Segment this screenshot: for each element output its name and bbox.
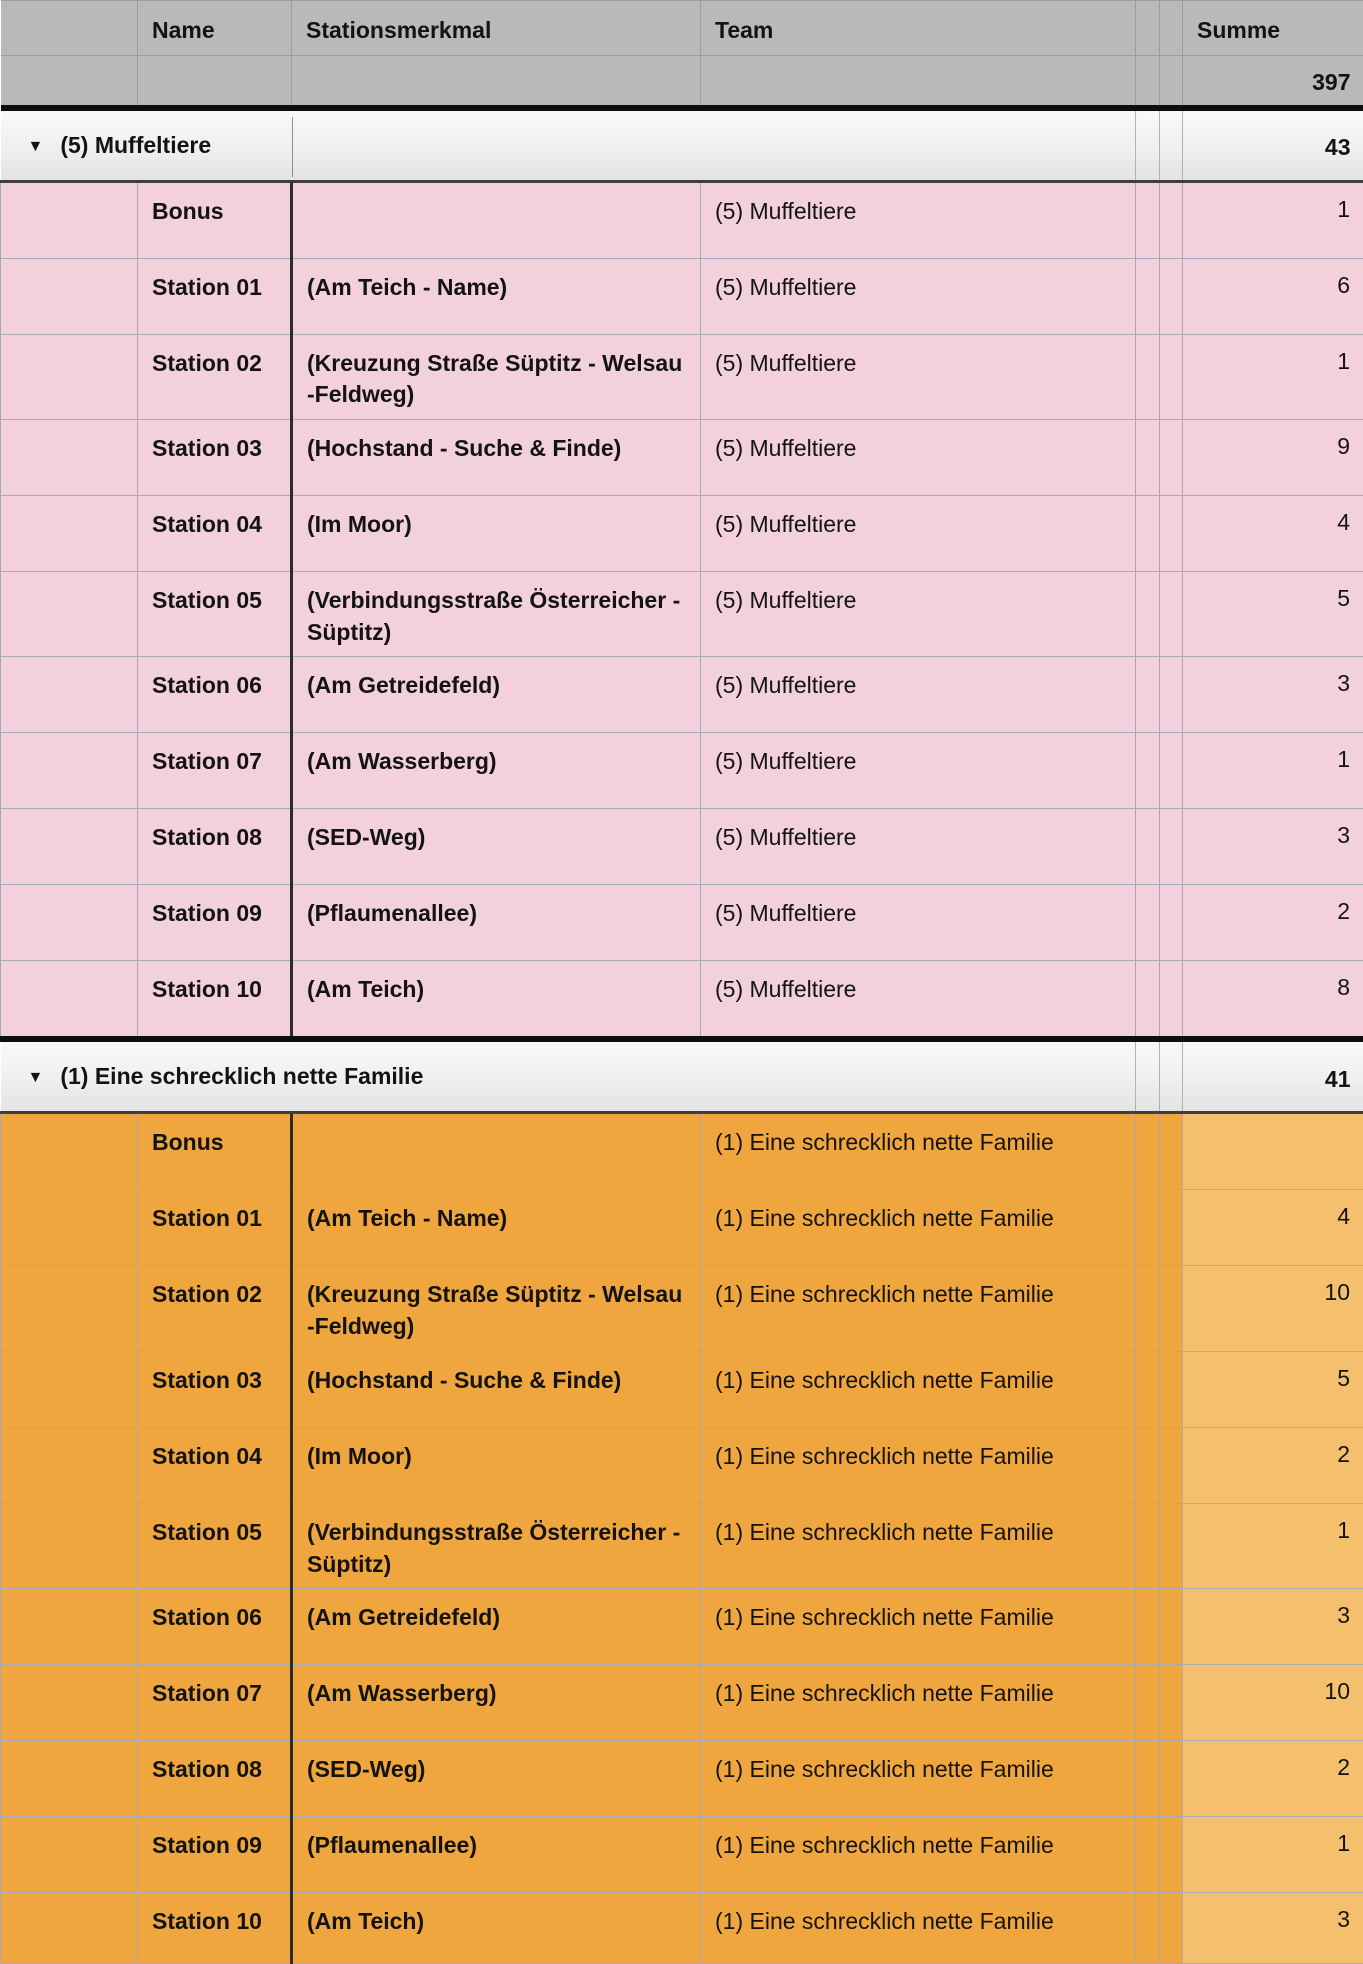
cell-team[interactable]: (5) Muffeltiere [701,733,1136,809]
cell-stationsmerkmal[interactable]: (Verbindungsstraße Österreicher - Süptitz) [292,1503,701,1588]
cell-stationsmerkmal[interactable]: (Kreuzung Straße Süptitz - Welsau -Feldweg) [292,334,701,419]
cell-stationsmerkmal[interactable]: (Am Getreidefeld) [292,1589,701,1665]
cell-station-name[interactable]: Station 08 [138,809,292,885]
cell-station-name[interactable]: Station 09 [138,1817,292,1893]
table-row [1,495,1363,571]
cell-summe[interactable]: 1 [1183,334,1363,419]
cell-row-header[interactable] [1,571,138,656]
cell-team[interactable]: (1) Eine schrecklich nette Familie [701,1190,1136,1266]
cell-stationsmerkmal[interactable]: (Pflaumenallee) [292,1817,701,1893]
grand-total-name-cell[interactable] [138,56,292,108]
cell-divider [292,117,293,177]
cell-spacer-2[interactable] [1160,1589,1183,1665]
cell-station-name[interactable]: Station 04 [138,495,292,571]
table-row [1,1039,1363,1113]
cell-team[interactable]: (1) Eine schrecklich nette Familie [701,1741,1136,1817]
cell-stationsmerkmal[interactable]: (Am Teich) [292,1893,701,1964]
table-row [1,1589,1363,1665]
cell-spacer-2[interactable] [1160,961,1183,1040]
group-title: (1) Eine schrecklich nette Familie [60,1063,423,1089]
cell-spacer-1[interactable] [1136,419,1160,495]
cell-team[interactable]: (1) Eine schrecklich nette Familie [701,1427,1136,1503]
cell-row-header[interactable] [1,1817,138,1893]
table-row [1,56,1363,108]
cell-summe[interactable]: 4 [1183,495,1363,571]
cell-row-header[interactable] [1,1190,138,1266]
cell-row-header[interactable] [1,1741,138,1817]
cell-row-header[interactable] [1,809,138,885]
cell-stationsmerkmal[interactable]: (Am Teich - Name) [292,258,701,334]
cell-stationsmerkmal[interactable]: (Im Moor) [292,1427,701,1503]
group-header-cell[interactable] [1,108,701,182]
cell-team[interactable]: (1) Eine schrecklich nette Familie [701,1589,1136,1665]
cell-spacer-2[interactable] [1160,1817,1183,1893]
group-total-value[interactable]: 43 [1183,108,1363,182]
cell-spacer-1[interactable] [1136,571,1160,656]
table-row [1,1,1363,56]
table-row [1,733,1363,809]
table-row [1,1190,1363,1266]
col-header-stationsmerkmal[interactable]: Stationsmerkmal [292,1,701,56]
cell-station-name[interactable]: Station 10 [138,961,292,1040]
cell-stationsmerkmal[interactable]: (Kreuzung Straße Süptitz - Welsau -Feldweg) [292,1266,701,1351]
table-row [1,961,1363,1040]
table-row [1,1665,1363,1741]
cell-team[interactable]: (1) Eine schrecklich nette Familie [701,1351,1136,1427]
cell-row-header[interactable] [1,1893,138,1964]
table-row [1,334,1363,419]
cell-station-name[interactable]: Bonus [138,1113,292,1190]
cell-team[interactable]: (5) Muffeltiere [701,885,1136,961]
table-row [1,1427,1363,1503]
cell-row-header[interactable] [1,733,138,809]
cell-summe[interactable]: 2 [1183,885,1363,961]
cell-summe[interactable]: 2 [1183,1741,1363,1817]
cell-spacer-1[interactable] [1136,495,1160,571]
cell-stationsmerkmal[interactable] [292,181,701,258]
group-team-cell[interactable] [701,1039,1136,1113]
cell-spacer-2[interactable] [1160,419,1183,495]
cell-station-name[interactable]: Station 06 [138,1589,292,1665]
cell-spacer-2[interactable] [1160,495,1183,571]
table-row [1,108,1363,182]
disclosure-triangle-icon[interactable]: ▼ [28,138,44,156]
cell-spacer-1[interactable] [1136,809,1160,885]
cell-stationsmerkmal[interactable]: (Hochstand - Suche & Finde) [292,419,701,495]
cell-summe[interactable]: 1 [1183,1817,1363,1893]
cell-stationsmerkmal[interactable]: (Am Teich - Name) [292,1190,701,1266]
cell-stationsmerkmal[interactable]: (SED-Weg) [292,1741,701,1817]
cell-station-name[interactable]: Station 05 [138,571,292,656]
cell-team[interactable]: (5) Muffeltiere [701,809,1136,885]
cell-station-name[interactable]: Station 09 [138,885,292,961]
cell-spacer-2[interactable] [1160,181,1183,258]
disclosure-triangle-icon[interactable]: ▼ [28,1069,44,1087]
cell-spacer-2[interactable] [1160,657,1183,733]
cell-summe[interactable]: 5 [1183,1351,1363,1427]
table-row [1,258,1363,334]
cell-summe[interactable] [1183,1113,1363,1190]
cell-row-header[interactable] [1,334,138,419]
cell-summe[interactable]: 1 [1183,733,1363,809]
cell-station-name[interactable]: Station 02 [138,334,292,419]
cell-row-header[interactable] [1,1351,138,1427]
cell-row-header[interactable] [1,258,138,334]
cell-spacer-1[interactable] [1136,258,1160,334]
cell-spacer-2[interactable] [1160,1351,1183,1427]
cell-spacer-1[interactable] [1136,733,1160,809]
table-row [1,657,1363,733]
cell-spacer-1[interactable] [1136,961,1160,1040]
cell-spacer-1[interactable] [1136,181,1160,258]
table-row [1,809,1363,885]
cell-spacer-1[interactable] [1136,1589,1160,1665]
cell-team[interactable]: (5) Muffeltiere [701,657,1136,733]
cell-summe[interactable]: 3 [1183,809,1363,885]
cell-summe[interactable]: 9 [1183,419,1363,495]
cell-summe[interactable]: 6 [1183,258,1363,334]
cell-station-name[interactable]: Bonus [138,181,292,258]
cell-summe[interactable]: 10 [1183,1665,1363,1741]
cell-station-name[interactable]: Station 05 [138,1503,292,1588]
cell-team[interactable]: (1) Eine schrecklich nette Familie [701,1893,1136,1964]
cell-team[interactable]: (5) Muffeltiere [701,571,1136,656]
col-header-team[interactable]: Team [701,1,1136,56]
cell-team[interactable]: (1) Eine schrecklich nette Familie [701,1503,1136,1588]
table-row [1,1503,1363,1588]
cell-station-name[interactable]: Station 07 [138,733,292,809]
cell-summe[interactable]: 3 [1183,657,1363,733]
grand-total-value[interactable]: 397 [1183,56,1363,108]
cell-row-header[interactable] [1,657,138,733]
cell-row-header[interactable] [1,1665,138,1741]
cell-team[interactable]: (5) Muffeltiere [701,961,1136,1040]
cell-spacer-1[interactable] [1136,334,1160,419]
cell-stationsmerkmal[interactable]: (Am Teich) [292,961,701,1040]
cell-spacer-1[interactable] [1136,1266,1160,1351]
cell-spacer-1[interactable] [1136,885,1160,961]
cell-stationsmerkmal[interactable]: (Pflaumenallee) [292,885,701,961]
cell-spacer-2[interactable] [1160,1266,1183,1351]
cell-row-header[interactable] [1,419,138,495]
table-row [1,571,1363,656]
cell-team[interactable]: (1) Eine schrecklich nette Familie [701,1665,1136,1741]
table-row [1,1817,1363,1893]
cell-row-header[interactable] [1,495,138,571]
cell-station-name[interactable]: Station 03 [138,419,292,495]
table-row [1,1266,1363,1351]
cell-stationsmerkmal[interactable]: (Verbindungsstraße Österreicher - Süptitz) [292,571,701,656]
cell-station-name[interactable]: Station 03 [138,1351,292,1427]
col-header-spacer-2[interactable] [1160,1,1183,56]
cell-stationsmerkmal[interactable]: (SED-Weg) [292,809,701,885]
cell-summe[interactable]: 4 [1183,1190,1363,1266]
table-row [1,1893,1363,1964]
col-header-spacer-1[interactable] [1136,1,1160,56]
cell-spacer-1[interactable] [1136,1113,1160,1190]
cell-spacer-2[interactable] [1160,1427,1183,1503]
cell-row-header[interactable] [1,1503,138,1588]
cell-summe[interactable]: 1 [1183,1503,1363,1588]
cell-team[interactable]: (5) Muffeltiere [701,334,1136,419]
group-header-cell[interactable] [1,1039,701,1113]
cell-row-header[interactable] [1,885,138,961]
cell-summe[interactable]: 2 [1183,1427,1363,1503]
table-row [1,885,1363,961]
grand-total-merkmal-cell[interactable] [292,56,701,108]
table-row [1,181,1363,258]
cell-summe[interactable]: 10 [1183,1266,1363,1351]
cell-station-name[interactable]: Station 01 [138,1190,292,1266]
cell-station-name[interactable]: Station 07 [138,1665,292,1741]
cell-row-header[interactable] [1,1589,138,1665]
group-total-value[interactable]: 41 [1183,1039,1363,1113]
cell-stationsmerkmal[interactable]: (Im Moor) [292,495,701,571]
cell-spacer-2[interactable] [1160,809,1183,885]
cell-spacer-1[interactable] [1136,1503,1160,1588]
cell-row-header[interactable] [1,1266,138,1351]
cell-summe[interactable]: 8 [1183,961,1363,1040]
cell-spacer-1[interactable] [1136,1351,1160,1427]
col-header-name[interactable]: Name [138,1,292,56]
cell-team[interactable]: (5) Muffeltiere [701,419,1136,495]
cell-spacer-2[interactable] [1160,1893,1183,1964]
col-header-corner[interactable] [1,1,138,56]
cell-stationsmerkmal[interactable] [292,1113,701,1190]
group-spacer-2[interactable] [1160,1039,1183,1113]
cell-team[interactable]: (5) Muffeltiere [701,181,1136,258]
group-spacer-1[interactable] [1136,1039,1160,1113]
cell-team[interactable]: (1) Eine schrecklich nette Familie [701,1266,1136,1351]
cell-spacer-2[interactable] [1160,258,1183,334]
cell-team[interactable]: (1) Eine schrecklich nette Familie [701,1113,1136,1190]
table-row [1,419,1363,495]
cell-team[interactable]: (5) Muffeltiere [701,495,1136,571]
cell-summe[interactable]: 3 [1183,1893,1363,1964]
cell-row-header[interactable] [1,961,138,1040]
table-row [1,1741,1363,1817]
table-row [1,1351,1363,1427]
cell-spacer-2[interactable] [1160,1665,1183,1741]
cell-station-name[interactable]: Station 08 [138,1741,292,1817]
cell-spacer-1[interactable] [1136,1427,1160,1503]
cell-station-name[interactable]: Station 04 [138,1427,292,1503]
cell-spacer-1[interactable] [1136,1665,1160,1741]
cell-spacer-2[interactable] [1160,1503,1183,1588]
cell-stationsmerkmal[interactable]: (Hochstand - Suche & Finde) [292,1351,701,1427]
cell-stationsmerkmal[interactable]: (Am Wasserberg) [292,733,701,809]
cell-spacer-2[interactable] [1160,571,1183,656]
table-row [1,1113,1363,1190]
cell-summe[interactable]: 5 [1183,571,1363,656]
cell-station-name[interactable]: Station 02 [138,1266,292,1351]
cell-spacer-2[interactable] [1160,334,1183,419]
grand-total-team-cell[interactable] [701,56,1136,108]
group-title: (5) Muffeltiere [60,132,211,158]
cell-team[interactable]: (5) Muffeltiere [701,258,1136,334]
grand-total-spacer-2[interactable] [1160,56,1183,108]
cell-summe[interactable]: 1 [1183,181,1363,258]
cell-spacer-2[interactable] [1160,1741,1183,1817]
cell-spacer-1[interactable] [1136,1893,1160,1964]
cell-spacer-2[interactable] [1160,885,1183,961]
cell-row-header[interactable] [1,181,138,258]
cell-row-header[interactable] [1,1427,138,1503]
cell-stationsmerkmal[interactable]: (Am Getreidefeld) [292,657,701,733]
cell-station-name[interactable]: Station 01 [138,258,292,334]
cell-spacer-1[interactable] [1136,1190,1160,1266]
cell-spacer-1[interactable] [1136,1817,1160,1893]
cell-spacer-1[interactable] [1136,1741,1160,1817]
grand-total-rowheader[interactable] [1,56,138,108]
grand-total-spacer-1[interactable] [1136,56,1160,108]
cell-summe[interactable]: 3 [1183,1589,1363,1665]
cell-row-header[interactable] [1,1113,138,1190]
cell-stationsmerkmal[interactable]: (Am Wasserberg) [292,1665,701,1741]
cell-spacer-2[interactable] [1160,733,1183,809]
group-spacer-1[interactable] [1136,108,1160,182]
cell-spacer-2[interactable] [1160,1113,1183,1190]
group-spacer-2[interactable] [1160,108,1183,182]
col-header-summe[interactable]: Summe [1183,1,1363,56]
cell-spacer-2[interactable] [1160,1190,1183,1266]
cell-station-name[interactable]: Station 10 [138,1893,292,1964]
cell-station-name[interactable]: Station 06 [138,657,292,733]
cell-team[interactable]: (1) Eine schrecklich nette Familie [701,1817,1136,1893]
cell-spacer-1[interactable] [1136,657,1160,733]
group-team-cell[interactable] [701,108,1136,182]
